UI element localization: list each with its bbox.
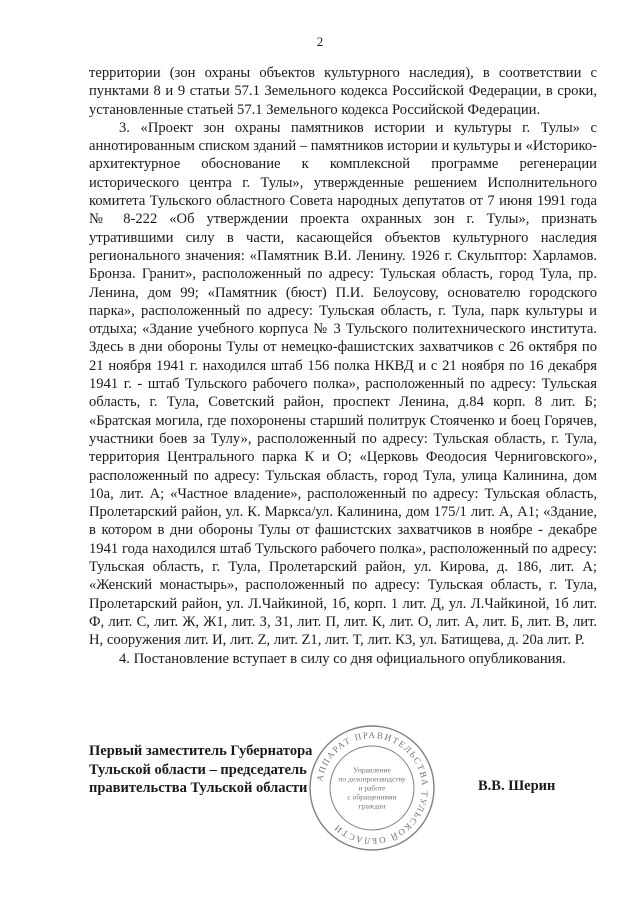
- svg-text:АППАРАТ ПРАВИТЕЛЬСТВА ТУЛЬСКОЙ: АППАРАТ ПРАВИТЕЛЬСТВА ТУЛЬСКОЙ ОБЛАСТИ: [314, 729, 431, 847]
- document-body: [89, 64, 597, 668]
- signatory-title-line-2: Тульской области – председатель: [89, 761, 307, 778]
- paragraph-item-4: 4. Постановление вступает в силу со дня официального опубликования.: [119, 650, 566, 667]
- paragraph-continuation: территории (зон охраны объектов культурного наследия), в соответствии с пунктами 8 и 9 статьи 57.1 Земельного кодекса Российской Федерации, в сроки, установленные статьей 57.1 Земельного кодекса Российской Федерации.: [89, 65, 597, 118]
- stamp-center-line: Управление: [353, 765, 391, 775]
- signatory-name: В.В. Шерин: [478, 778, 556, 794]
- stamp-center-line: граждан: [358, 801, 386, 811]
- stamp-center-line: по делопроизводству: [338, 774, 406, 784]
- page-number: 2: [316, 34, 324, 49]
- stamp-center-line: с обращениями: [347, 792, 397, 802]
- signatory-title: [89, 742, 312, 798]
- signatory-title-line-3: правительства Тульской области: [89, 780, 308, 796]
- stamp-center-line: и работе: [358, 783, 386, 793]
- paragraph-item-3: 3. «Проект зон охраны памятников истории и культуры г. Тулы» с аннотированным списком зданий – памятников истории и культуры и «Историко-архитектурное обоснование к комплексной программе регенерации исторического центра г. Тулы», утвержденные решением Исполнительного комитета Тульского областного Совета народных депутатов от 7 июня 1991 года № 8-222 «Об утверждении проекта охранных зон г. Тулы», признать утратившими силу в части, касающейся объектов культурного наследия регионального значения: «Памятник В.И. Ленину. 1926 г. Скульптор: Харламов. Бронза. Гранит», расположенный по адресу: Тульская область, город Тула, пр. Ленина, дом 99; «Памятник (бюст) П.И. Белоусову, основателю городского парка», расположенный по адресу: Тульская область, г. Тула, парк культуры и отдыха; «Здание учебного корпуса № 3 Тульского политехнического института. Здесь в дни обороны Тулы от немецко-фашистских захватчиков с 26 октября по 21 ноября 1941 г. находился штаб 156 полка НКВД и с 21 ноября по 16 декабря 1941 г. - штаб Тульского рабочего полка», расположенный по адресу: Тульская область, г. Тула, Советский район, проспект Ленина, д.84 корп. 8 лит. Б; «Братская могила, где похоронены старший политрук Стояченко и боец Горячев, участники боев за Тулу», расположенный по адресу: Тульская область, г. Тула, территория Центрального парка К и О; «Церковь Феодосия Черниговского», расположенный по адресу: Тульская область, город Тула, улица Калинина, дом 10а, лит. А; «Частное владение», расположенный по адресу: Тульская область, Пролетарский район, ул. К. Маркса/ул. Калинина, дом 175/1 лит. А, А1; «Здание, в котором в дни обороны Тулы от фашистских захватчиков в ноябре - декабре 1941 года находился штаб Тульского рабочего полка», расположенный по адресу: Тульская область, г. Тула, Пролетарский район, ул. Кирова, д. 186, лит. А; «Женский монастырь», расположенный по адресу: Тульская область, г. Тула, Пролетарский район, ул. Л.Чайкиной, 1б, корп. 1 лит. Д, ул. Л.Чайкиной, 1б лит. Ф, лит. С, лит. Ж, Ж1, лит. З, З1, лит. П, лит. К, лит. О, лит. А, лит. Б, лит. В, лит. Н, сооружения лит. И, лит. Z, лит. Z1, лит. Т, лит. К3, ул. Батищева, д. 20а лит. Р.: [89, 119, 597, 649]
- signatory-title-line-1: Первый заместитель Губернатора: [89, 743, 313, 759]
- official-seal-stamp: [307, 723, 437, 853]
